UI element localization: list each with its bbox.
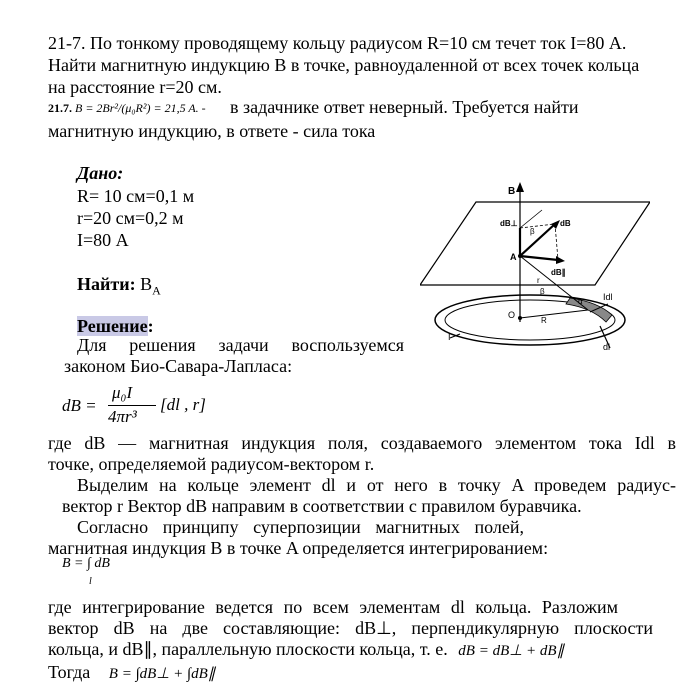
ring-field-diagram xyxy=(420,180,650,355)
solution-intro-1: Для решения задачи воспользуемся xyxy=(77,335,404,355)
solution-p3-line-2: магнитная индукция B в точке A определяется интегрированием: xyxy=(48,538,549,558)
solution-title-text: Решение xyxy=(77,316,148,336)
problem-line-2: Найти магнитную индукцию B в точке, равноудаленной от всех точек кольца xyxy=(48,55,640,75)
radius-line xyxy=(520,310,588,318)
solution-p1-line-2: точке, определяемой радиусом-вектором r. xyxy=(48,454,375,474)
then-label: Тогда xyxy=(48,662,91,682)
then-formula: B = ∫dB⊥ + ∫dB∥ xyxy=(108,666,216,682)
integral-formula xyxy=(62,556,110,572)
label-db: dB xyxy=(560,219,571,228)
ring-outer xyxy=(435,295,625,345)
label-alpha: α xyxy=(578,297,583,306)
note-line-2: магнитную индукцию, в ответе - сила тока xyxy=(48,121,376,141)
solution-p3-line-1: Согласно принципу суперпозиции магнитных полей, xyxy=(77,517,524,537)
solution-p1-line-1: где dB — магнитная индукция поля, создаваемого элементом тока Idl в xyxy=(48,433,676,453)
bsl-fraction-bar xyxy=(108,405,156,406)
then-line xyxy=(48,662,215,685)
find-line xyxy=(77,274,161,302)
label-a: A xyxy=(510,252,517,262)
find-label: Найти: xyxy=(77,274,136,294)
label-idl: Idl xyxy=(603,292,613,302)
solution-title xyxy=(77,316,154,337)
problem-line-1: 21-7. По тонкому проводящему кольцу радиусом R=10 см течет ток I=80 А. xyxy=(48,33,627,53)
label-db-perp: dB⊥ xyxy=(500,219,518,228)
solution-p4-formula: dB = dB⊥ + dB∥ xyxy=(458,643,565,659)
note-line-1: в задачнике ответ неверный. Требуется найти xyxy=(230,97,579,117)
given-item-r-dist: r=20 см=0,2 м xyxy=(77,208,184,228)
label-b: B xyxy=(508,186,516,197)
bsl-bracket: [dl , r] xyxy=(160,395,206,414)
bsl-lhs: dB = xyxy=(62,396,97,415)
solution-title-colon: : xyxy=(147,316,154,336)
label-r-ring: R xyxy=(541,316,547,325)
bsl-denominator: 4πr³ xyxy=(108,407,137,426)
label-r: r xyxy=(537,276,540,285)
solution-p4-line-3 xyxy=(48,639,564,662)
answer-line xyxy=(48,99,206,117)
label-i: I xyxy=(448,332,451,342)
label-beta-top: β xyxy=(530,227,535,236)
label-db-par: dB∥ xyxy=(551,268,566,277)
given-item-current: I=80 А xyxy=(77,230,129,250)
given-item-r-ring: R= 10 см=0,1 м xyxy=(77,186,195,206)
solution-p2-line-1: Выделим на кольце элемент dl и от него в точку A проведем радиус- xyxy=(77,475,676,495)
answer-prefix: 21.7. xyxy=(48,101,72,115)
point-a xyxy=(518,254,522,258)
answer-formula: B = 2Br²/(μ₀R²) = 21,5 A. - xyxy=(75,101,206,115)
b-arrow-head xyxy=(516,182,524,192)
label-beta-bottom: β xyxy=(540,287,545,296)
center-point xyxy=(518,316,522,320)
label-o: O xyxy=(508,310,516,320)
bsl-numerator: μ₀I xyxy=(112,383,133,402)
solution-p4-line-1: где интегрирование ведется по всем элементам dl кольца. Разложим xyxy=(48,597,618,617)
solution-p4-line-3-text: кольца, и dB∥, параллельную плоскости кольца, т. е. xyxy=(48,639,448,659)
given-title: Дано: xyxy=(77,163,124,183)
solution-p4-line-2: вектор dB на две составляющие: dB⊥, перпендикулярную плоскости xyxy=(48,618,653,638)
integral-subscript: l xyxy=(89,576,92,587)
integral-expression: B = ∫ dB xyxy=(62,556,110,571)
problem-line-3: на расстояние r=20 см. xyxy=(48,77,222,97)
solution-intro-2: законом Био-Савара-Лапласа: xyxy=(64,356,293,376)
solution-p2-line-2: вектор r Вектор dB направим в соответствии с правилом буравчика. xyxy=(62,496,582,516)
find-value: B xyxy=(140,274,153,294)
find-subscript: A xyxy=(152,283,161,298)
label-dl: dl xyxy=(603,342,611,352)
